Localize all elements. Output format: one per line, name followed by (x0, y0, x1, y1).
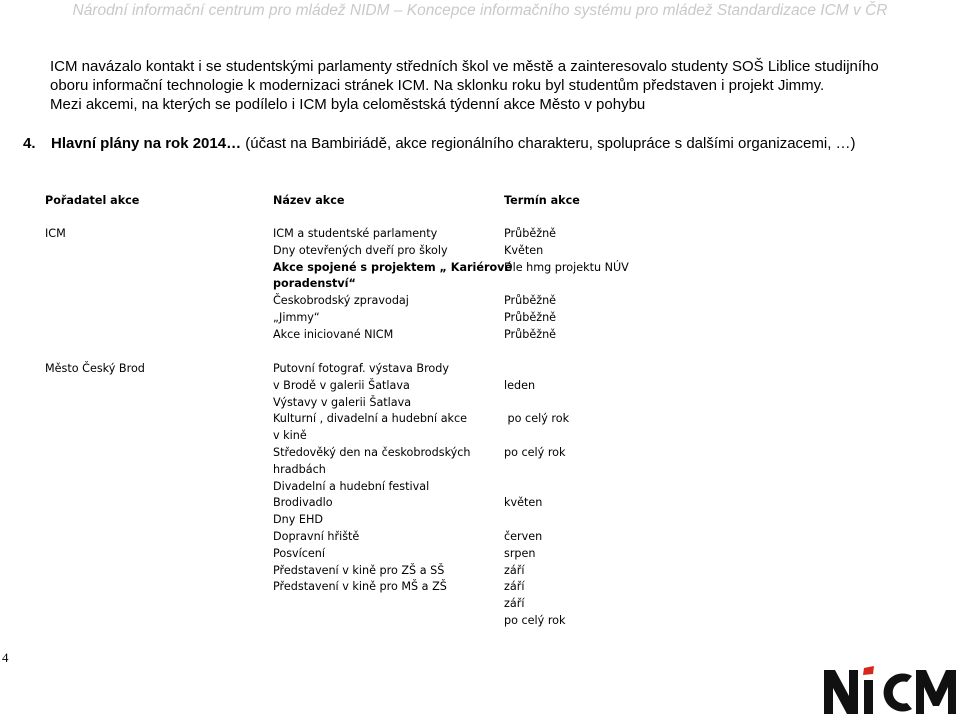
date-item (504, 479, 569, 496)
date-item: září (504, 563, 525, 577)
column-header-event: Název akce (273, 194, 345, 207)
date-item: Průběžně (504, 327, 557, 341)
section-title: Hlavní plány na rok 2014… (51, 135, 242, 152)
nicm-logo (820, 662, 960, 718)
event-item: Představení v kině pro ZŠ a SŠ (273, 563, 445, 577)
date-item (504, 276, 629, 293)
intro-line: oboru informační technologie k modernizaci stránek ICM. Na sklonku roku byl studentům představen i projekt Jimmy. (50, 77, 825, 94)
date-item: květen (504, 496, 543, 510)
event-item: Posvícení (273, 546, 325, 560)
intro-line: Mezi akcemi, na kterých se podílelo i ICM byla celoměstská týdenní akce Město v pohybu (50, 96, 646, 113)
date-item: červen (504, 529, 543, 543)
date-item: Dle hmg projektu NÚV (504, 260, 629, 274)
date-item: září (504, 580, 525, 594)
column-header-organizer: Pořadatel akce (45, 194, 140, 207)
running-header: Národní informační centrum pro mládež NIDM – Koncepce informačního systému pro mládež Standardizace ICM v ČR (72, 2, 888, 19)
row-organizer: Město Český Brod (45, 362, 145, 375)
event-item: Divadelní a hudební festival (273, 479, 430, 493)
date-item: po celý rok (504, 613, 566, 627)
event-item: poradenství“ (273, 277, 356, 291)
column-header-date: Termín akce (504, 194, 580, 207)
event-item: Výstavy v galerii Šatlava (273, 395, 412, 409)
row-organizer: ICM (45, 227, 66, 240)
section-note: (účast na Bambiriádě, akce regionálního charakteru, spolupráce s dalšími organizacemi, …) (245, 135, 856, 152)
event-item: Putovní fotograf. výstava Brody (273, 362, 449, 375)
intro-line: ICM navázalo kontakt i se studentskými parlamenty středních škol ve městě a zainteresovalo studenty SOŠ Liblice studijního (50, 58, 879, 75)
date-item: po celý rok (504, 445, 566, 459)
event-item: Akce iniciované NICM (273, 327, 394, 341)
event-item: „Jimmy“ (273, 310, 320, 324)
event-item: ICM a studentské parlamenty (273, 227, 438, 240)
date-item (504, 462, 569, 479)
event-item: Středověký den na českobrodských (273, 445, 471, 459)
event-item: Dny EHD (273, 513, 323, 527)
date-item: srpen (504, 546, 536, 560)
date-item (504, 428, 569, 445)
date-item: Průběžně (504, 294, 557, 308)
event-item: hradbách (273, 462, 326, 476)
intro-paragraph (50, 57, 960, 114)
event-item: Brodivadlo (273, 496, 333, 510)
row-dates (504, 226, 629, 344)
date-item (504, 512, 569, 529)
event-item: Kulturní , divadelní a hudební akce (273, 412, 468, 426)
event-item: Dopravní hřiště (273, 529, 360, 543)
event-item: Dny otevřených dveří pro školy (273, 243, 448, 257)
section-heading (23, 135, 856, 152)
date-item: září (504, 597, 525, 611)
page-number: 4 (2, 650, 9, 665)
row-dates (504, 361, 569, 630)
event-item: v kině (273, 429, 307, 443)
event-item: Českobrodský zpravodaj (273, 294, 409, 308)
date-item: Průběžně (504, 227, 557, 240)
date-item (504, 361, 569, 378)
event-item: Představení v kině pro MŠ a ZŠ (273, 580, 447, 594)
row-events (273, 226, 512, 344)
date-item: Květen (504, 243, 544, 257)
date-item: leden (504, 378, 536, 392)
date-item: Průběžně (504, 310, 557, 324)
date-item (504, 395, 569, 412)
event-item: v Brodě v galerii Šatlava (273, 378, 410, 392)
event-item: Akce spojené s projektem „ Kariérové (273, 260, 513, 274)
date-item: po celý rok (504, 412, 570, 426)
section-number: 4. (23, 135, 36, 152)
row-events (273, 361, 471, 596)
